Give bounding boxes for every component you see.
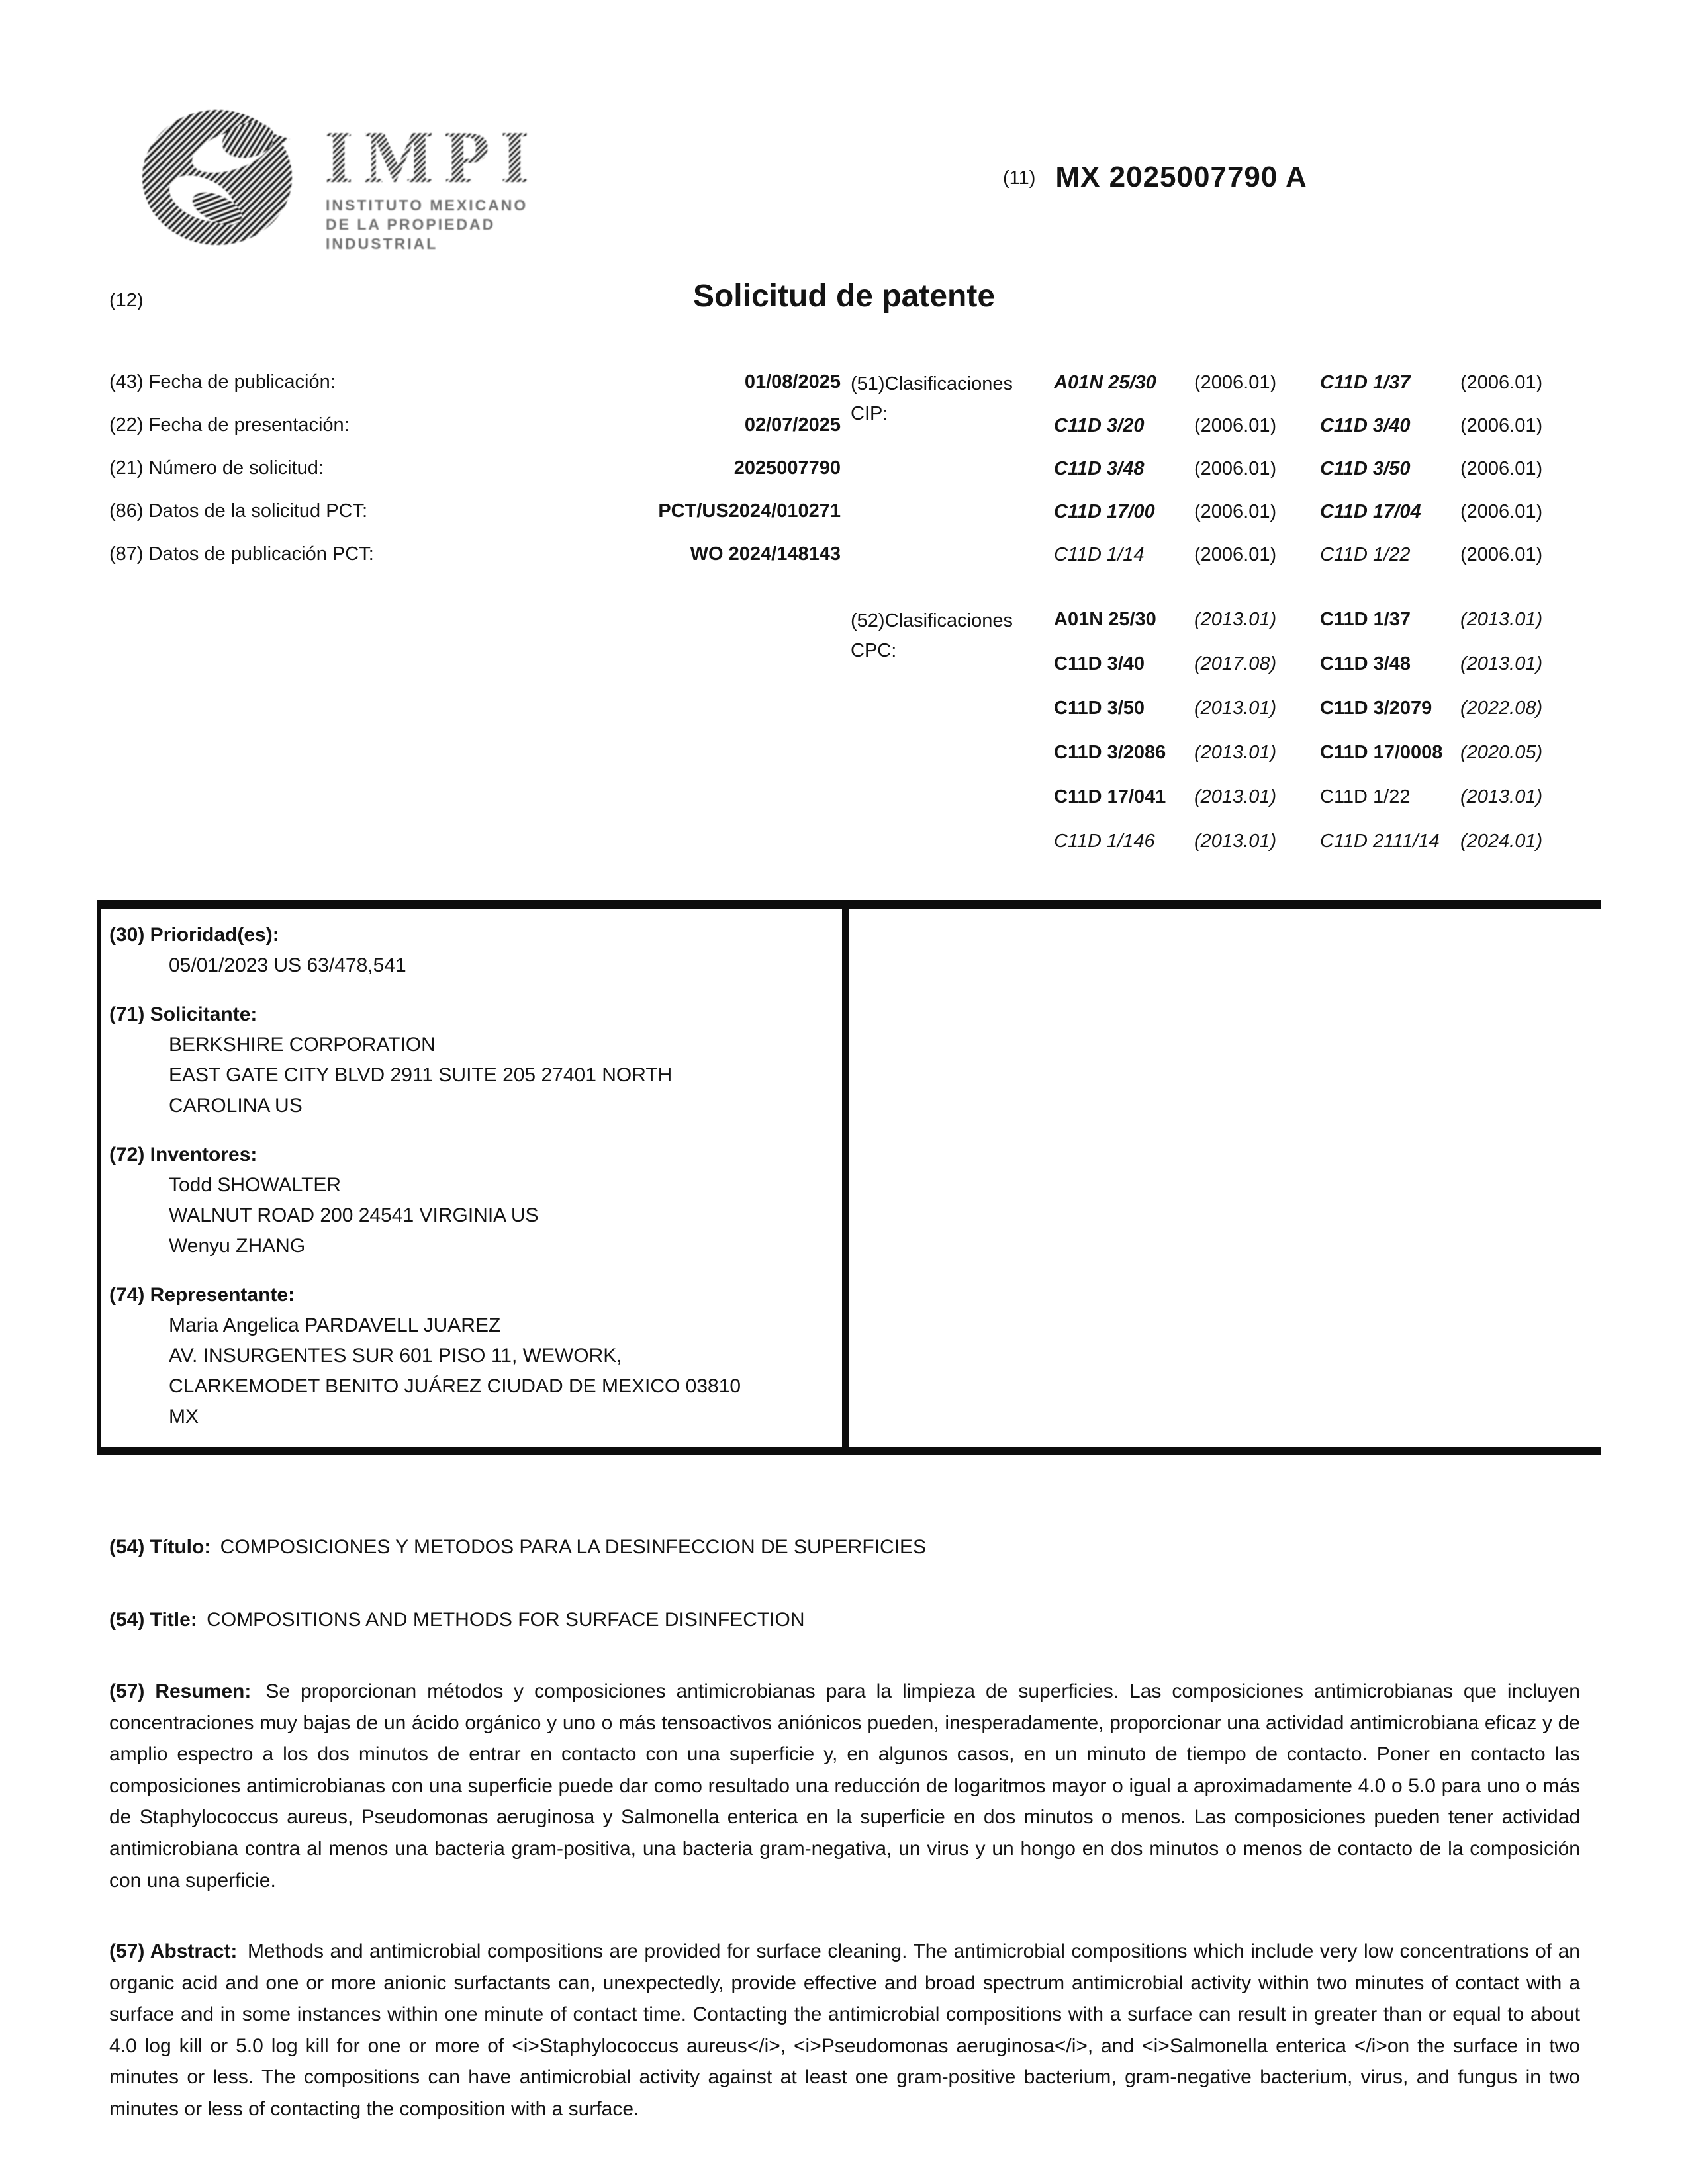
cip-row <box>1054 501 1586 544</box>
section-label: (71) Solicitante: <box>109 1003 258 1025</box>
publication-number-value: MX 2025007790 A <box>1055 161 1307 193</box>
classification-year: (2006.01) <box>1460 415 1543 436</box>
cip-table <box>1054 372 1586 587</box>
publication-number-code: (11) <box>1003 167 1036 189</box>
cip-row <box>1054 372 1586 415</box>
classification-year: (2006.01) <box>1460 544 1543 565</box>
cpc-row <box>1054 742 1586 786</box>
abstract-text: Methods and antimicrobial compositions are provided for surface cleaning. The antimicrobial compositions which include very low concentrations of an organic acid and one or more anionic surfactants can, unexpectedly, provide effective and broad spectrum antimicrobial activity within two minutes of contact with a surface and in some instances within one minute of contact time. Contacting the antimicrobial compositions with a surface can result in greater than or equal to about 4.0 log kill or 5.0 log kill for one or more of <i>Staphylococcus aureus</i>, <i>Pseudomonas aeruginosa</i>, and <i>Salmonella enterica </i>on the surface in two minutes or less. The compositions can have antimicrobial activity against at least one gram-positive bacterium, gram-negative bacterium, virus, and fungus in two minutes or less of contacting the composition with a surface. <box>109 1940 1580 2120</box>
title-row <box>109 1607 1605 1633</box>
parties-panel <box>109 920 811 1451</box>
divider-top-rule <box>97 900 1601 909</box>
resumen-text: Se proporcionan métodos y composiciones antimicrobianas para la limpieza de superficies. Las composiciones antimicrobianas que incluyen concentraciones muy bajas de un ácido orgánico y uno o más tensoactivos aniónicos pueden, inesperadamente, proporcionar una actividad antimicrobiana eficaz y de amplio espectro a los dos minutos de entrar en contacto con una superficie y, en algunos casos, en un minuto de tiempo de contacto. Poner en contacto las composiciones antimicrobianas con una superficie puede dar como resultado una reducción de logaritmos mayor o igual a aproximadamente 4.0 o 5.0 para uno o más de Staphylococcus aureus, Pseudomonas aeruginosa y Salmonella enterica en la superficie en dos minutos o menos. Las composiciones pueden tener actividad antimicrobiana contra al menos una bacteria gram-positiva, una bacteria gram-negativa, un virus y un hongo en dos minutos o menos de contacto de la composición con una superficie. <box>109 1680 1580 1891</box>
title-label: (54) Title: <box>109 1609 197 1631</box>
inventors-section <box>109 1140 811 1261</box>
cpc-label-line2: CPC: <box>851 640 897 661</box>
divider-left-rule <box>97 900 101 1455</box>
applicant-section <box>109 999 811 1121</box>
field-label: (87) Datos de publicación PCT: <box>109 543 374 565</box>
classification-code: A01N 25/30 <box>1054 609 1156 630</box>
publication-number <box>1003 161 1307 194</box>
priority-line: 05/01/2023 US 63/478,541 <box>169 954 406 976</box>
classification-code: C11D 3/48 <box>1320 653 1411 674</box>
field-row-publication-date <box>109 371 841 414</box>
cpc-row <box>1054 786 1586 831</box>
cpc-row <box>1054 698 1586 742</box>
classification-year: (2013.01) <box>1194 831 1277 852</box>
classification-code: C11D 17/00 <box>1054 501 1155 522</box>
cip-label-line2: CIP: <box>851 403 888 424</box>
titulo-text: COMPOSICIONES Y METODOS PARA LA DESINFECCION DE SUPERFICIES <box>220 1536 927 1558</box>
classification-code: C11D 3/20 <box>1054 415 1145 436</box>
classification-code: C11D 1/22 <box>1320 544 1411 565</box>
representative-address-line: MX <box>169 1406 199 1428</box>
org-name-line-2: DE LA PROPIEDAD <box>326 216 496 233</box>
classification-year: (2017.08) <box>1194 653 1277 674</box>
classification-code: C11D 1/37 <box>1320 372 1411 393</box>
classification-code: C11D 1/37 <box>1320 609 1411 630</box>
section-label: (30) Prioridad(es): <box>109 924 279 946</box>
classification-code: C11D 3/2079 <box>1320 698 1432 719</box>
cip-row <box>1054 415 1586 458</box>
classification-code: C11D 3/50 <box>1320 458 1411 479</box>
impi-logo <box>132 99 569 255</box>
cip-row <box>1054 458 1586 501</box>
classification-year: (2006.01) <box>1194 372 1277 393</box>
bibliographic-fields <box>109 371 841 586</box>
representative-address-line: CLARKEMODET BENITO JUÁREZ CIUDAD DE MEXICO 03810 <box>169 1375 741 1397</box>
abstract-paragraph <box>109 1936 1580 2125</box>
field-value: PCT/US2024/010271 <box>658 500 841 522</box>
classification-code: C11D 3/50 <box>1054 698 1145 719</box>
divider-middle-rule <box>842 900 849 1455</box>
cpc-row <box>1054 653 1586 698</box>
field-label: (22) Fecha de presentación: <box>109 414 350 435</box>
inventor-name: Wenyu ZHANG <box>169 1235 306 1257</box>
field-row-pct-publication <box>109 543 841 586</box>
classification-code: C11D 3/2086 <box>1054 742 1166 763</box>
field-row-filing-date <box>109 414 841 457</box>
cpc-row <box>1054 609 1586 653</box>
field-value: 02/07/2025 <box>744 414 841 435</box>
classification-code: C11D 17/0008 <box>1320 742 1443 763</box>
classification-code: A01N 25/30 <box>1054 372 1156 393</box>
cpc-label-line1: (52)Clasificaciones <box>851 610 1013 631</box>
field-value: 2025007790 <box>733 457 841 478</box>
resumen-paragraph <box>109 1676 1580 1896</box>
applicant-name: BERKSHIRE CORPORATION <box>169 1034 436 1056</box>
classification-year: (2024.01) <box>1460 831 1543 852</box>
classification-code: C11D 1/22 <box>1320 786 1411 807</box>
classification-year: (2006.01) <box>1194 415 1277 436</box>
abstract-label: (57) Abstract: <box>109 1940 238 1962</box>
classification-year: (2013.01) <box>1460 609 1543 630</box>
classification-year: (2013.01) <box>1194 609 1277 630</box>
classification-year: (2022.08) <box>1460 698 1543 719</box>
cpc-section-label <box>851 606 1049 666</box>
field-row-pct-application <box>109 500 841 543</box>
org-name-line-3: INDUSTRIAL <box>326 235 438 252</box>
classification-year: (2020.05) <box>1460 742 1543 763</box>
classification-year: (2013.01) <box>1194 698 1277 719</box>
field-row-application-number <box>109 457 841 500</box>
field-value: 01/08/2025 <box>744 371 841 392</box>
classification-year: (2006.01) <box>1460 501 1543 522</box>
field-value: WO 2024/148143 <box>690 543 841 565</box>
title-text: COMPOSITIONS AND METHODS FOR SURFACE DISINFECTION <box>207 1609 805 1631</box>
applicant-address-line: EAST GATE CITY BLVD 2911 SUITE 205 27401 NORTH <box>169 1064 673 1086</box>
cip-label-line1: (51)Clasificaciones <box>851 373 1013 394</box>
impi-acronym: IMPI <box>324 116 540 199</box>
inventor-name: Todd SHOWALTER <box>169 1174 342 1196</box>
field-label: (86) Datos de la solicitud PCT: <box>109 500 368 522</box>
representative-name: Maria Angelica PARDAVELL JUAREZ <box>169 1314 501 1336</box>
doc-type-code: (12) <box>109 290 144 311</box>
representative-address-line: AV. INSURGENTES SUR 601 PISO 11, WEWORK, <box>169 1345 622 1367</box>
section-label: (72) Inventores: <box>109 1144 258 1165</box>
doc-type-title: Solicitud de patente <box>692 279 996 314</box>
classification-year: (2013.01) <box>1460 786 1543 807</box>
titulo-label: (54) Título: <box>109 1536 211 1558</box>
field-label: (21) Número de solicitud: <box>109 457 324 478</box>
section-label: (74) Representante: <box>109 1284 295 1306</box>
classification-code: C11D 2111/14 <box>1320 831 1440 852</box>
classification-year: (2013.01) <box>1194 786 1277 807</box>
impi-eagle-icon <box>132 99 569 255</box>
classification-year: (2006.01) <box>1460 372 1543 393</box>
classification-code: C11D 1/146 <box>1054 831 1155 852</box>
cip-row <box>1054 544 1586 587</box>
applicant-address-line: CAROLINA US <box>169 1095 303 1116</box>
cip-section-label <box>851 369 1049 429</box>
priority-section <box>109 920 811 981</box>
titulo-row <box>109 1534 1605 1561</box>
inventor-address-line: WALNUT ROAD 200 24541 VIRGINIA US <box>169 1205 539 1226</box>
classification-year: (2013.01) <box>1194 742 1277 763</box>
classification-code: C11D 1/14 <box>1054 544 1145 565</box>
classification-year: (2006.01) <box>1194 544 1277 565</box>
cpc-table <box>1054 609 1586 875</box>
classification-code: C11D 17/041 <box>1054 786 1166 807</box>
classification-code: C11D 3/40 <box>1320 415 1411 436</box>
representative-section <box>109 1280 811 1432</box>
classification-code: C11D 17/04 <box>1320 501 1421 522</box>
classification-year: (2006.01) <box>1194 458 1277 479</box>
classification-code: C11D 3/48 <box>1054 458 1145 479</box>
classification-year: (2006.01) <box>1460 458 1543 479</box>
classification-year: (2006.01) <box>1194 501 1277 522</box>
resumen-label: (57) Resumen: <box>109 1680 252 1702</box>
org-name-line-1: INSTITUTO MEXICANO <box>326 197 528 214</box>
classification-year: (2013.01) <box>1460 653 1543 674</box>
classification-code: C11D 3/40 <box>1054 653 1145 674</box>
field-label: (43) Fecha de publicación: <box>109 371 336 392</box>
cpc-row <box>1054 831 1586 875</box>
